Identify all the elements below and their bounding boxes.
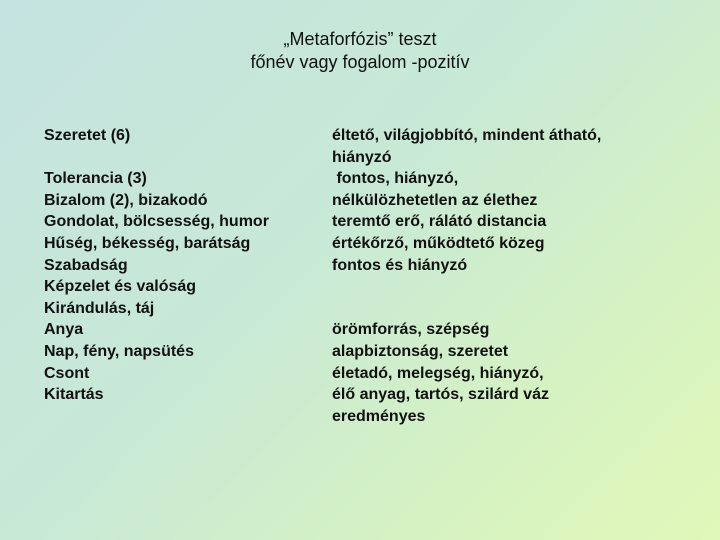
left-first-item: Szeretet (6) xyxy=(44,127,131,144)
left-item: Kitartás xyxy=(44,386,104,404)
slide-title xyxy=(0,28,720,74)
title-line-2: főnév vagy fogalom -pozitív xyxy=(250,52,470,72)
right-line: élő anyag, tartós, szilárd váz xyxy=(332,386,549,404)
left-column xyxy=(44,125,294,406)
right-line: értékőrző, működtető közeg xyxy=(332,234,545,252)
right-line: fontos és hiányzó xyxy=(332,256,468,274)
right-line: hiányzó xyxy=(332,148,392,166)
right-line: teremtő erő, rálátó distancia xyxy=(332,213,547,231)
left-item: Tolerancia (3) xyxy=(44,170,147,188)
right-line: fontos, hiányzó, xyxy=(332,170,459,188)
right-line: nélkülözhetetlen az élethez xyxy=(332,191,538,209)
left-item: Anya xyxy=(44,321,84,339)
right-line: alapbiztonság, szeretet xyxy=(332,342,509,360)
left-item: Gondolat, bölcsesség, humor xyxy=(44,213,269,231)
left-item: Szabadság xyxy=(44,256,128,274)
left-item: Csont xyxy=(44,364,90,382)
left-item: Hűség, békesség, barátság xyxy=(44,234,251,252)
right-line: életadó, melegség, hiányzó, xyxy=(332,364,544,382)
right-line: éltető, világjobbító, mindent átható, xyxy=(332,127,602,144)
left-item: Kirándulás, táj xyxy=(44,299,155,317)
right-line: örömforrás, szépség xyxy=(332,321,490,339)
left-item: Képzelet és valóság xyxy=(44,278,197,296)
left-item: Bizalom (2), bizakodó xyxy=(44,191,208,209)
left-item: Nap, fény, napsütés xyxy=(44,342,194,360)
title-line-1: „Metaforfózis” teszt xyxy=(283,29,437,49)
right-line: eredményes xyxy=(332,407,426,425)
right-column xyxy=(332,125,692,427)
